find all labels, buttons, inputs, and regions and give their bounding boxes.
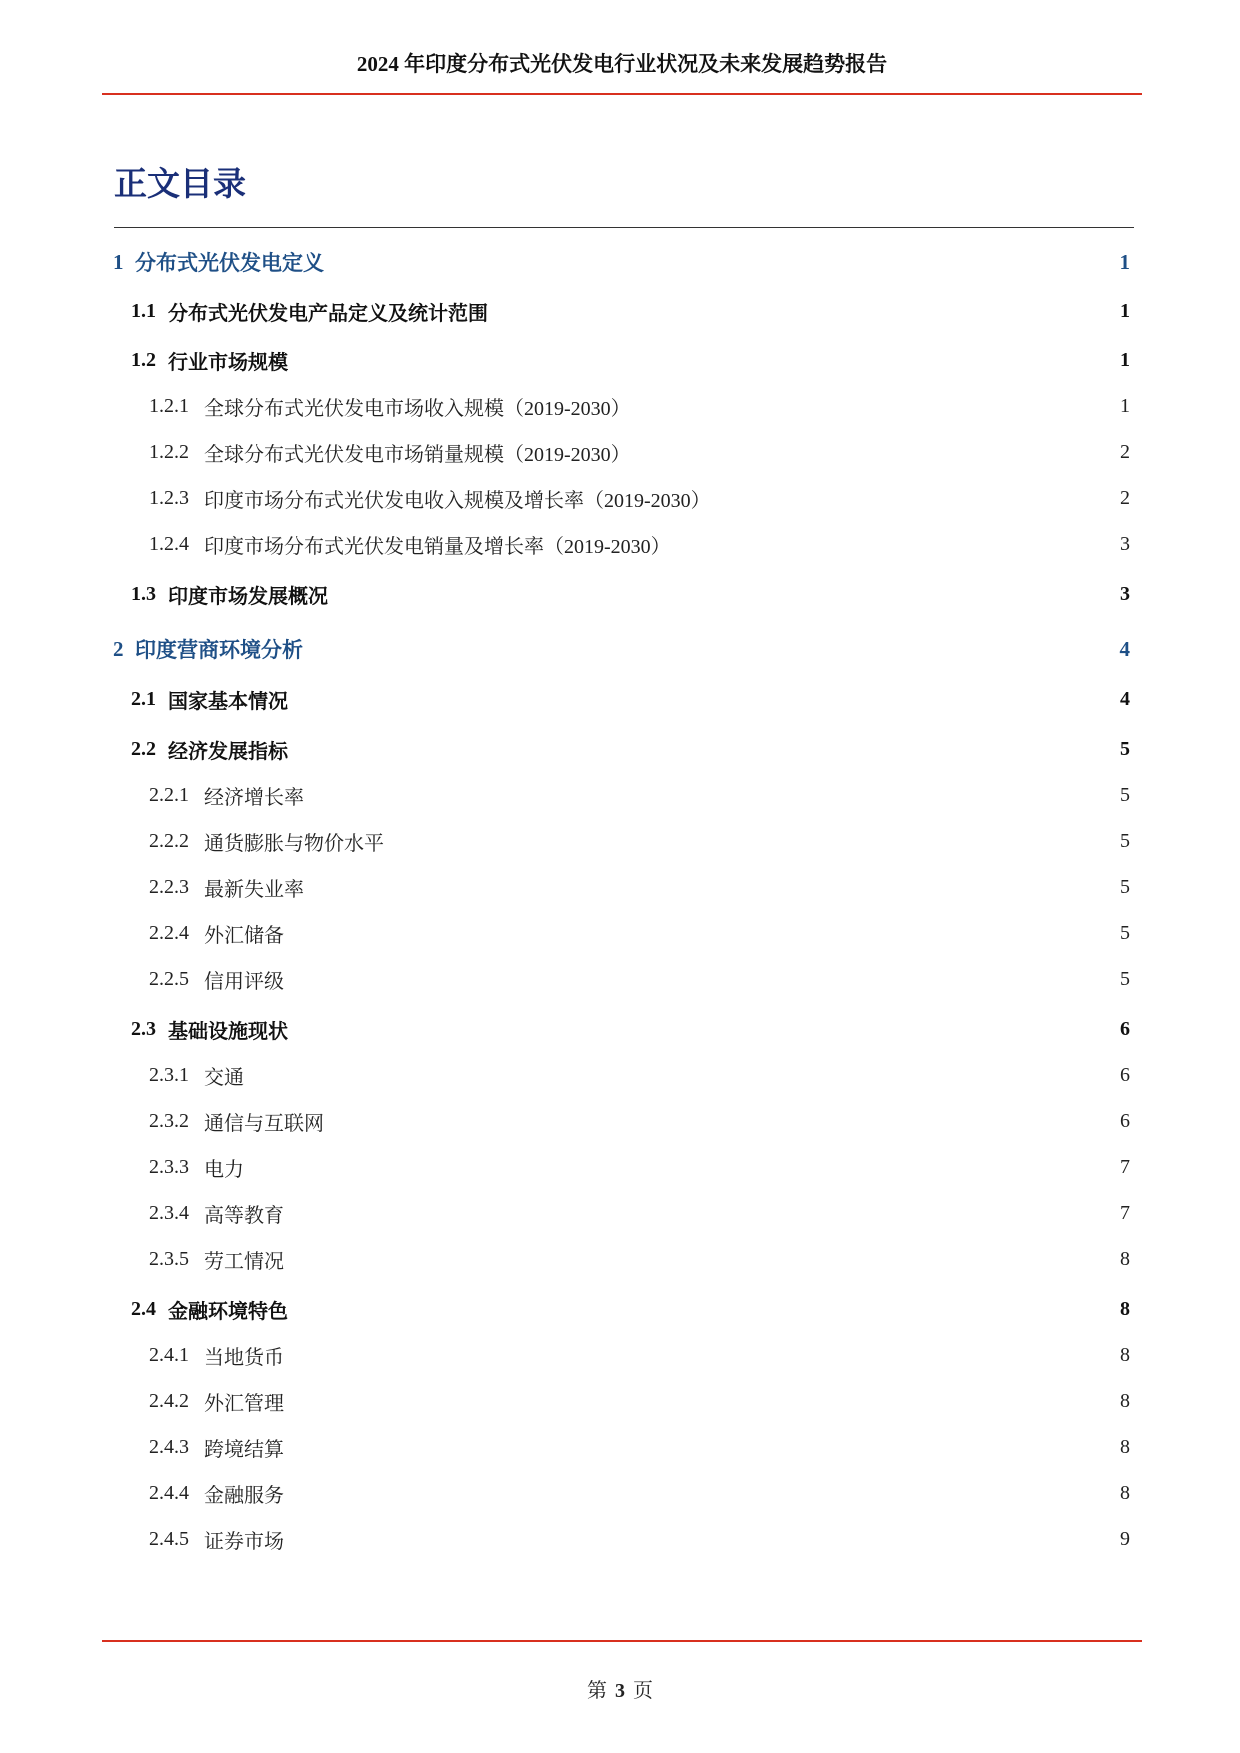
toc-entry-number: 1.3 <box>131 582 156 605</box>
toc-entry-page: 5 <box>1120 783 1130 806</box>
toc-entry-page: 5 <box>1120 967 1130 990</box>
toc-entry-level-2[interactable] <box>0 296 1240 326</box>
toc-entry-page: 5 <box>1120 875 1130 898</box>
toc-entry-level-3[interactable] <box>0 1198 1240 1228</box>
toc-entry-title: 行业市场规模 <box>168 351 288 374</box>
toc-entry-level-3[interactable] <box>0 1432 1240 1462</box>
toc-entry-title: 外汇管理 <box>204 1392 284 1415</box>
toc-entry-level-3[interactable] <box>0 483 1240 513</box>
footer-suffix: 页 <box>633 1680 653 1702</box>
toc-entry-number: 2.3.2 <box>149 1109 189 1132</box>
toc-entry-number: 1.2.1 <box>149 394 189 417</box>
toc-entry-number: 1.2.3 <box>149 486 189 509</box>
toc-entry-level-2[interactable] <box>0 1294 1240 1324</box>
toc-entry-title: 证券市场 <box>204 1530 284 1553</box>
toc-entry-page: 1 <box>1120 299 1130 322</box>
toc-entry-level-1[interactable] <box>0 634 1240 664</box>
toc-entry-title: 印度市场分布式光伏发电收入规模及增长率（2019-2030） <box>204 489 711 512</box>
toc-entry-level-3[interactable] <box>0 780 1240 810</box>
toc-entry-level-3[interactable] <box>0 529 1240 559</box>
toc-entry-page: 8 <box>1120 1343 1130 1366</box>
toc-entry-title: 经济增长率 <box>204 786 304 809</box>
toc-entry-title: 印度市场发展概况 <box>168 585 328 608</box>
toc-entry-title: 当地货币 <box>204 1346 284 1369</box>
toc-entry-title: 全球分布式光伏发电市场销量规模（2019-2030） <box>204 443 631 466</box>
toc-entry-title: 国家基本情况 <box>168 690 288 713</box>
toc-entry-level-3[interactable] <box>0 1060 1240 1090</box>
toc-entry-title: 金融环境特色 <box>168 1300 288 1323</box>
toc-entry-title: 印度营商环境分析 <box>135 638 303 662</box>
toc-entry-page: 7 <box>1120 1201 1130 1224</box>
toc-entry-number: 1.2 <box>131 348 156 371</box>
toc-entry-page: 8 <box>1120 1435 1130 1458</box>
toc-entry-number: 2.2.5 <box>149 967 189 990</box>
toc-entry-level-2[interactable] <box>0 684 1240 714</box>
toc-entry-page: 1 <box>1119 249 1130 274</box>
toc-entry-title: 印度市场分布式光伏发电销量及增长率（2019-2030） <box>204 535 671 558</box>
toc-entry-level-3[interactable] <box>0 1340 1240 1370</box>
toc-entry-title: 通货膨胀与物价水平 <box>204 832 384 855</box>
toc-entry-page: 2 <box>1120 440 1130 463</box>
toc-entry-number: 2.2.3 <box>149 875 189 898</box>
toc-entry-title: 分布式光伏发电产品定义及统计范围 <box>168 302 488 325</box>
toc-entry-title: 电力 <box>204 1158 244 1181</box>
toc-entry-page: 5 <box>1120 921 1130 944</box>
toc-entry-title: 劳工情况 <box>204 1250 284 1273</box>
toc-entry-page: 6 <box>1120 1017 1130 1040</box>
toc-entry-number: 2 <box>113 636 124 661</box>
toc-entry-number: 1.2.2 <box>149 440 189 463</box>
toc-entry-title: 通信与互联网 <box>204 1112 324 1135</box>
toc-entry-level-3[interactable] <box>0 437 1240 467</box>
toc-entry-level-3[interactable] <box>0 391 1240 421</box>
toc-entry-title: 全球分布式光伏发电市场收入规模（2019-2030） <box>204 397 631 420</box>
toc-entry-page: 8 <box>1120 1481 1130 1504</box>
toc-entry-level-1[interactable] <box>0 247 1240 277</box>
toc-entry-level-3[interactable] <box>0 1106 1240 1136</box>
toc-entry-page: 4 <box>1119 636 1130 661</box>
toc-entry-number: 2.4.1 <box>149 1343 189 1366</box>
toc-entry-page: 3 <box>1120 582 1130 605</box>
toc-entry-title: 基础设施现状 <box>168 1020 288 1043</box>
footer-divider <box>102 1640 1142 1642</box>
toc-entry-level-3[interactable] <box>0 872 1240 902</box>
toc-entry-number: 1.2.4 <box>149 532 189 555</box>
toc-entry-level-3[interactable] <box>0 1386 1240 1416</box>
toc-entry-level-3[interactable] <box>0 918 1240 948</box>
toc-entry-page: 9 <box>1120 1527 1130 1550</box>
toc-entry-page: 8 <box>1120 1389 1130 1412</box>
footer-page-number: 3 <box>615 1680 625 1702</box>
toc-entry-title: 金融服务 <box>204 1484 284 1507</box>
toc-entry-page: 5 <box>1120 737 1130 760</box>
header-divider <box>102 93 1142 95</box>
toc-entry-number: 2.4.5 <box>149 1527 189 1550</box>
toc-entry-number: 2.3.5 <box>149 1247 189 1270</box>
toc-entry-page: 6 <box>1120 1063 1130 1086</box>
toc-entry-level-3[interactable] <box>0 1524 1240 1554</box>
toc-entry-number: 2.3.1 <box>149 1063 189 1086</box>
toc-entry-title: 外汇储备 <box>204 924 284 947</box>
toc-entry-number: 1.1 <box>131 299 156 322</box>
toc-entry-title: 高等教育 <box>204 1204 284 1227</box>
toc-entry-number: 2.2.2 <box>149 829 189 852</box>
toc-entry-level-2[interactable] <box>0 734 1240 764</box>
toc-entry-page: 6 <box>1120 1109 1130 1132</box>
toc-entry-level-3[interactable] <box>0 1152 1240 1182</box>
page-footer <box>0 1674 1240 1703</box>
toc-entry-page: 1 <box>1120 348 1130 371</box>
toc-entry-title: 信用评级 <box>204 970 284 993</box>
toc-entry-page: 4 <box>1120 687 1130 710</box>
toc-entry-number: 2.2.4 <box>149 921 189 944</box>
toc-entry-number: 2.3 <box>131 1017 156 1040</box>
toc-entry-number: 2.4.2 <box>149 1389 189 1412</box>
page-header-title: 2024 年印度分布式光伏发电行业状况及未来发展趋势报告 <box>356 52 888 76</box>
toc-entry-title: 交通 <box>204 1066 244 1089</box>
toc-entry-level-2[interactable] <box>0 579 1240 609</box>
toc-entry-page: 3 <box>1120 532 1130 555</box>
toc-heading-divider <box>114 227 1134 228</box>
toc-entry-level-3[interactable] <box>0 1478 1240 1508</box>
toc-entry-level-3[interactable] <box>0 964 1240 994</box>
toc-entry-number: 2.3.3 <box>149 1155 189 1178</box>
toc-entry-level-2[interactable] <box>0 1014 1240 1044</box>
toc-entry-number: 2.4 <box>131 1297 156 1320</box>
toc-entry-level-2[interactable] <box>0 345 1240 375</box>
toc-entry-title: 经济发展指标 <box>168 740 288 763</box>
toc-entry-number: 2.3.4 <box>149 1201 189 1224</box>
toc-entry-number: 2.4.3 <box>149 1435 189 1458</box>
toc-entry-number: 2.4.4 <box>149 1481 189 1504</box>
toc-heading: 正文目录 <box>114 164 246 203</box>
toc-entry-number: 1 <box>113 249 124 274</box>
toc-entry-number: 2.2 <box>131 737 156 760</box>
toc-entry-number: 2.2.1 <box>149 783 189 806</box>
toc-entry-title: 最新失业率 <box>204 878 304 901</box>
toc-entry-level-3[interactable] <box>0 1244 1240 1274</box>
toc-entry-title: 分布式光伏发电定义 <box>135 251 324 275</box>
toc-entry-page: 8 <box>1120 1247 1130 1270</box>
toc-entry-page: 2 <box>1120 486 1130 509</box>
toc-entry-page: 8 <box>1120 1297 1130 1320</box>
footer-prefix: 第 <box>587 1680 607 1702</box>
toc-entry-title: 跨境结算 <box>204 1438 284 1461</box>
toc-entry-page: 1 <box>1120 394 1130 417</box>
toc-entry-level-3[interactable] <box>0 826 1240 856</box>
toc-entry-page: 7 <box>1120 1155 1130 1178</box>
toc-entry-number: 2.1 <box>131 687 156 710</box>
toc-entry-page: 5 <box>1120 829 1130 852</box>
